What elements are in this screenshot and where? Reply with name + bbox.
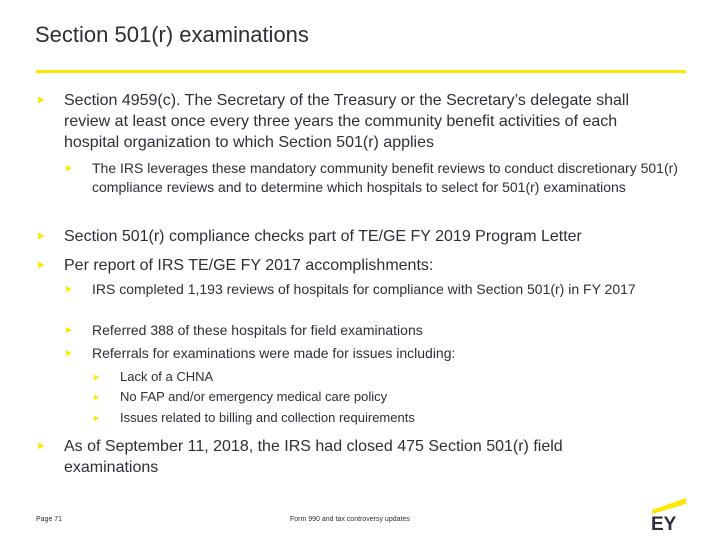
bullet-level1 [36,255,676,276]
bullet-arrow-icon: ► [36,440,47,452]
bullet-arrow-icon: ► [92,392,101,402]
bullet-arrow-icon: ► [92,372,101,382]
bullet-text: Section 4959(c). The Secretary of the Treasury or the Secretary’s delegate shall review at least once every three years the community benefit activities of each hospital organization to which Section 501(r) applies [64,92,630,151]
bullet-text: Referrals for examinations were made for issues including: [92,345,456,361]
slide-title: Section 501(r) examinations [35,22,309,47]
bullet-level2 [64,321,684,340]
bullet-text: Issues related to billing and collection requirements [120,410,415,425]
bullet-level3 [92,387,652,407]
bullet-text: Per report of IRS TE/GE FY 2017 accomplishments: [64,257,434,274]
bullet-text: IRS completed 1,193 reviews of hospitals for compliance with Section 501(r) in FY 2017 [92,281,636,297]
bullet-level1 [36,436,656,478]
bullet-level2 [64,280,654,299]
bullet-text: Section 501(r) compliance checks part of TE/GE FY 2019 Program Letter [64,228,582,245]
bullet-text: The IRS leverages these mandatory community benefit reviews to conduct discretionary 501(r) compliance reviews and to determine which hospitals to select for 501(r) examinations [92,160,678,195]
bullet-arrow-icon: ► [92,413,101,423]
bullet-arrow-icon: ► [64,325,74,336]
title-underline [36,70,686,73]
bullet-arrow-icon: ► [36,259,47,271]
bullet-level2 [64,344,684,363]
ey-logo-icon [648,496,688,532]
bullet-text: Lack of a CHNA [120,369,214,384]
page-number: Page 71 [36,516,63,523]
footer-text: Form 990 and tax controversy updates [290,516,410,523]
bullet-level1 [36,226,676,247]
bullet-level1 [36,90,676,153]
bullet-text: Referred 388 of these hospitals for field examinations [92,322,423,338]
bullet-level3 [92,408,652,428]
logo-text: EY [651,514,677,532]
bullet-level3 [92,367,652,387]
bullet-arrow-icon: ► [36,94,47,106]
bullet-arrow-icon: ► [64,348,74,359]
bullet-arrow-icon: ► [64,163,74,174]
bullet-level2 [64,159,684,197]
bullet-arrow-icon: ► [36,230,47,242]
bullet-text: No FAP and/or emergency medical care policy [120,389,388,404]
bullet-arrow-icon: ► [64,284,74,295]
bullet-text: As of September 11, 2018, the IRS had closed 475 Section 501(r) field examinations [64,438,563,476]
